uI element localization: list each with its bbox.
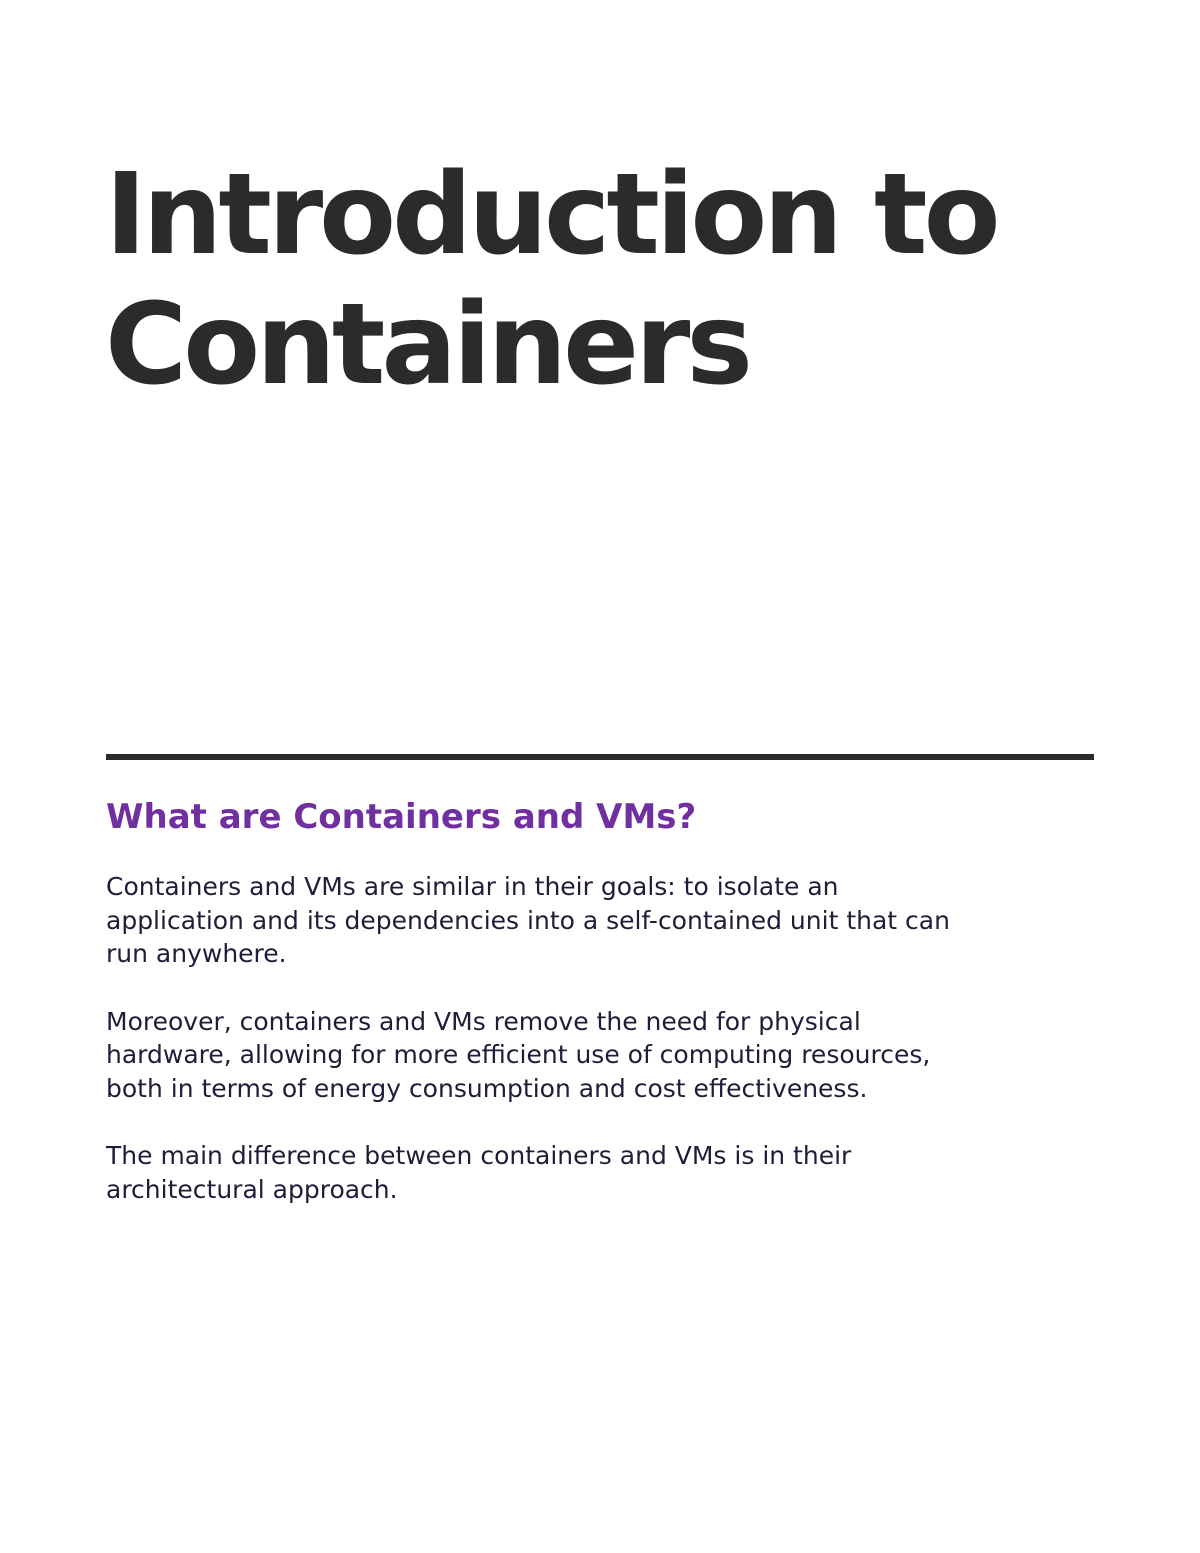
title-line: Containers xyxy=(105,280,749,410)
section-heading: What are Containers and VMs? xyxy=(106,797,697,837)
paragraph-line: hardware, allowing for more efficient use of computing resources, xyxy=(106,1040,931,1069)
horizontal-rule xyxy=(106,754,1094,760)
paragraph-line: Moreover, containers and VMs remove the need for physical xyxy=(106,1006,861,1036)
body-text xyxy=(106,870,1096,1240)
paragraph xyxy=(106,1005,1096,1106)
paragraph-line: application and its dependencies into a self-contained unit that can xyxy=(106,905,950,935)
paragraph xyxy=(106,870,1096,971)
paragraph-line: Containers and VMs are similar in their goals: to isolate an xyxy=(106,872,839,901)
paragraph-line: architectural approach. xyxy=(106,1174,398,1204)
title-line: Introduction to xyxy=(105,150,997,280)
paragraph-line: run anywhere. xyxy=(106,939,287,968)
document-title xyxy=(105,150,1065,410)
paragraph-line: The main difference between containers and VMs is in their xyxy=(106,1141,852,1170)
paragraph-line: both in terms of energy consumption and cost effectiveness. xyxy=(106,1073,868,1103)
paragraph xyxy=(106,1139,1096,1206)
